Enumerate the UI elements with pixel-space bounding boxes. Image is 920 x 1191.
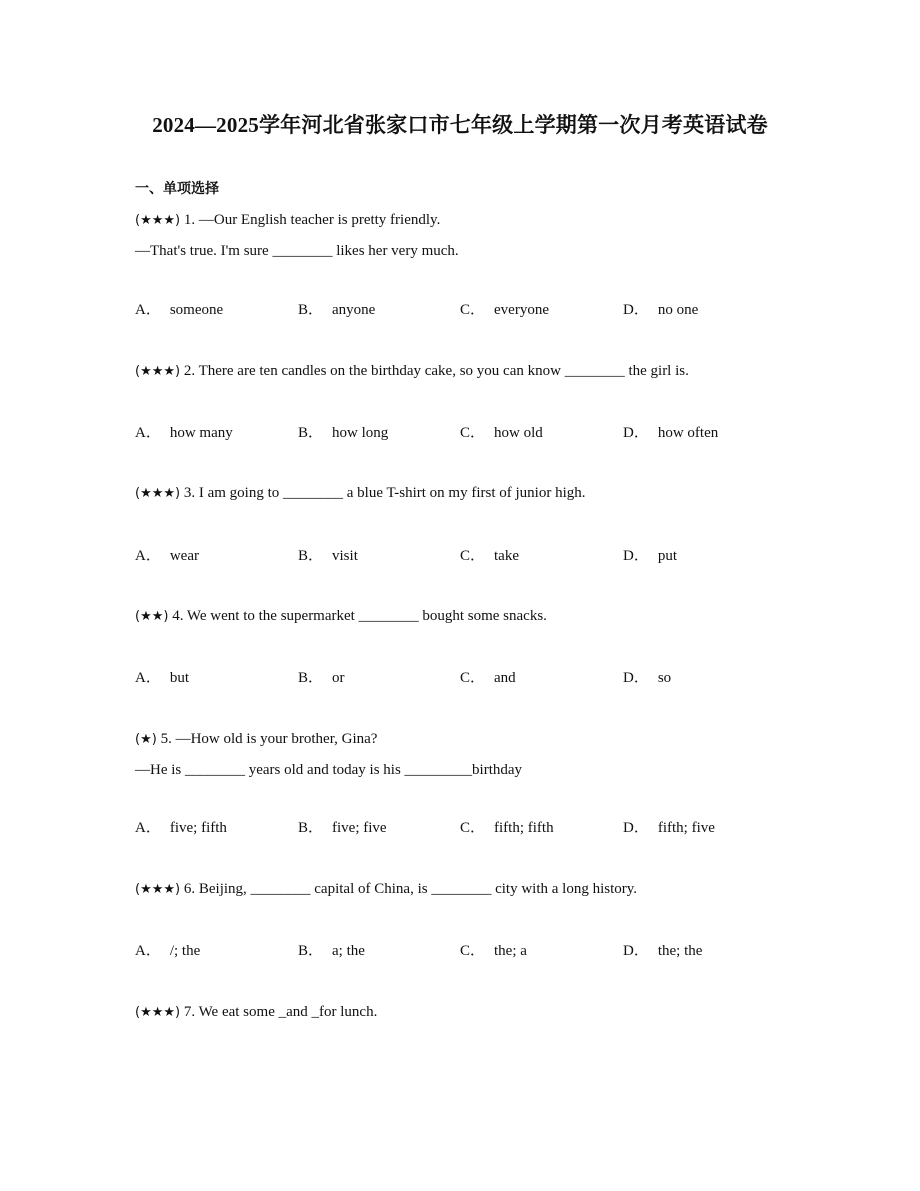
question-2 — [135, 361, 689, 382]
question-text: 3. I am going to ________ a blue T-shirt on my first of junior high. — [183, 485, 586, 501]
question-5-options — [135, 818, 835, 838]
difficulty-stars: (★★★) — [135, 1005, 181, 1020]
question-1-line-2: —That's true. I'm sure ________ likes her very much. — [135, 243, 459, 259]
question-3-options — [135, 546, 835, 566]
option-c[interactable]: C． how old — [460, 425, 543, 441]
option-b[interactable]: B． how long — [298, 425, 389, 441]
option-d[interactable]: D． fifth; five — [623, 820, 715, 836]
question-6-options — [135, 941, 835, 961]
question-text: 6. Beijing, ________ capital of China, is ________ city with a long history. — [183, 881, 638, 897]
page-title: 2024—2025学年河北省张家口市七年级上学期第一次月考英语试卷 — [152, 113, 768, 137]
difficulty-stars: (★★★) — [135, 364, 181, 379]
option-c[interactable]: C． take — [460, 548, 519, 564]
question-1-options — [135, 300, 835, 320]
option-a[interactable]: A． how many — [135, 425, 233, 441]
option-d[interactable]: D． put — [623, 548, 678, 564]
question-4-options — [135, 668, 835, 688]
option-c[interactable]: C． the; a — [460, 943, 527, 959]
option-c[interactable]: C． everyone — [460, 302, 549, 318]
option-a[interactable]: A． wear — [135, 548, 199, 564]
option-d[interactable]: D． so — [623, 670, 672, 686]
question-6 — [135, 879, 637, 900]
option-b[interactable]: B． visit — [298, 548, 358, 564]
difficulty-stars: (★★★) — [135, 213, 181, 228]
question-5 — [135, 729, 377, 750]
question-text: 5. —How old is your brother, Gina? — [160, 731, 378, 747]
option-d[interactable]: D． the; the — [623, 943, 703, 959]
question-5-line-2: —He is ________ years old and today is his _________birthday — [135, 762, 523, 778]
question-2-options — [135, 423, 835, 443]
option-a[interactable]: A． /; the — [135, 943, 201, 959]
option-a[interactable]: A． five; fifth — [135, 820, 227, 836]
question-3 — [135, 483, 586, 504]
question-1 — [135, 210, 440, 231]
option-b[interactable]: B． anyone — [298, 302, 376, 318]
difficulty-stars: (★★★) — [135, 486, 181, 501]
option-b[interactable]: B． five; five — [298, 820, 387, 836]
option-a[interactable]: A． but — [135, 670, 190, 686]
option-a[interactable]: A． someone — [135, 302, 224, 318]
difficulty-stars: (★★) — [135, 609, 169, 624]
option-c[interactable]: C． fifth; fifth — [460, 820, 554, 836]
question-4 — [135, 606, 547, 627]
option-b[interactable]: B． or — [298, 670, 345, 686]
option-c[interactable]: C． and — [460, 670, 516, 686]
difficulty-stars: (★★★) — [135, 882, 181, 897]
option-b[interactable]: B． a; the — [298, 943, 365, 959]
question-text: 4. We went to the supermarket ________ bought some snacks. — [172, 608, 547, 624]
section-heading: 一、单项选择 — [135, 181, 219, 197]
question-text: 1. —Our English teacher is pretty friendly. — [183, 212, 441, 228]
question-7 — [135, 1002, 377, 1023]
option-d[interactable]: D． how often — [623, 425, 719, 441]
question-text: 7. We eat some _and _for lunch. — [183, 1004, 378, 1020]
difficulty-stars: (★) — [135, 732, 157, 747]
question-text: 2. There are ten candles on the birthday cake, so you can know ________ the girl is. — [183, 363, 689, 379]
option-d[interactable]: D． no one — [623, 302, 699, 318]
